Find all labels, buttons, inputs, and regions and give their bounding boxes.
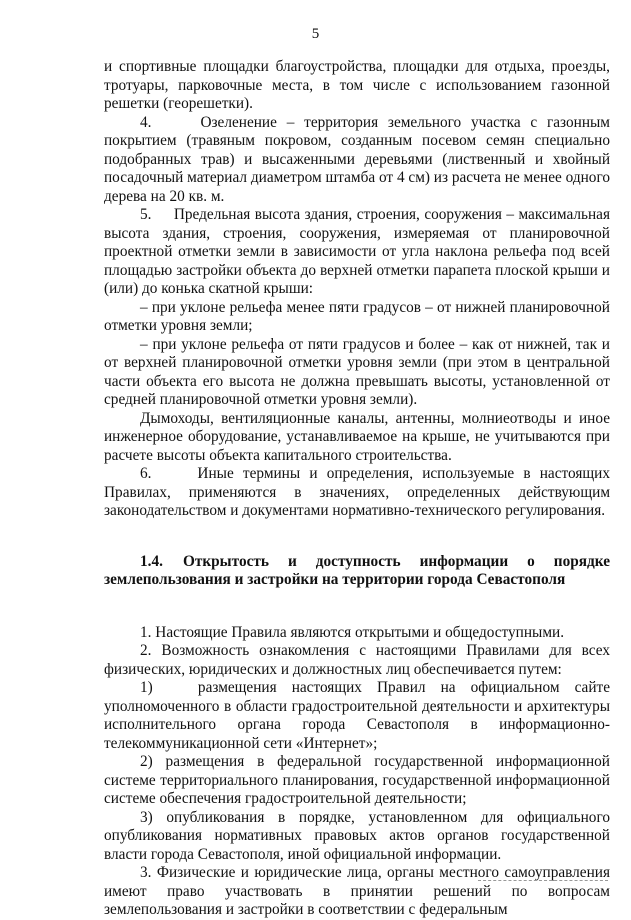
section-title: Открытость и доступность информации о порядке землепользования и застройки на территории города Севастополя xyxy=(104,552,610,588)
paragraph-continuation: и спортивные площадки благоустройства, площадки для отдыха, проезды, тротуары, парковочные места, в том числе с использованием газонной решетки (георешетки). xyxy=(104,58,610,112)
paragraph-dash-1: – при уклоне рельефа менее пяти градусов – от нижней планировочной отметки уровня земли; xyxy=(104,298,610,334)
paragraph-2-1: 1) размещения настоящих Правил на официальном сайте уполномоченного в области градостроительной деятельности и архитектуры исполнительного органа города Севастополя в информационно-телекоммуникационной сети «Интернет»; xyxy=(104,679,610,752)
paragraph-2-2: 2) размещения в федеральной государственной информационной системе территориального планирования, государственной информационной системе обеспечения градостроительной деятельности; xyxy=(104,753,610,807)
section-number: 1.4. xyxy=(140,552,163,570)
paragraph-1: 1. Настоящие Правила являются открытыми и общедоступными. xyxy=(140,623,565,641)
paragraph-item-6: 6. Иные термины и определения, используемые в настоящих Правилах, применяются в значениях, определенных действующим законодательством и документами нормативно-технического регулирования. xyxy=(104,465,610,519)
paragraph-2-3: 3) опубликования в порядке, установленном для официального опубликования нормативных правовых актов органов государственной власти города Севастополя, иной официальной информации. xyxy=(104,808,610,863)
document-body xyxy=(104,58,610,920)
paragraph-item-4: 4. Озеленение – территория земельного участка с газонным покрытием (травяным покровом, созданным посевом семян специально подобранных трав) и высаженными деревьями (лиственный и хвойный посадочный материал диаметром штамба от 4 см) из расчета не менее одного дерева на 20 кв. м. xyxy=(104,113,610,205)
paragraph-dash-2: – при уклоне рельефа от пяти градусов и более – как от нижней, так и от верхней планировочной отметки уровня земли (при этом в центральной части объекта его высота не должна превышать высоты, установленной от средней планировочной отметки уровня земли). xyxy=(104,335,610,408)
paragraph-2: 2. Возможность ознакомления с настоящими Правилами для всех физических, юридических и должностных лиц обеспечивается путем: xyxy=(104,642,610,678)
section-heading xyxy=(104,553,610,590)
bottom-rule xyxy=(478,880,608,881)
paragraph-chimneys: Дымоходы, вентиляционные каналы, антенны, молниеотводы и иное инженерное оборудование, устанавливаемое на крыше, не учитываются при расчете высоты объекта капитального строительства. xyxy=(104,409,610,464)
page-number: 5 xyxy=(311,26,320,42)
paragraph-3: 3. Физические и юридические лица, органы местного самоуправления имеют право участвовать в принятии решений по вопросам землепользования и застройки в соответствии с федеральным xyxy=(104,864,610,918)
paragraph-item-5: 5. Предельная высота здания, строения, сооружения – максимальная высота здания, строения, сооружения, измеряемая от планировочной проектной отметки земли в зависимости от угла наклона рельефа под всей площадью застройки объекта до верхней отметки парапета плоской крыши и (или) до конька скатной крыши: xyxy=(104,206,610,297)
